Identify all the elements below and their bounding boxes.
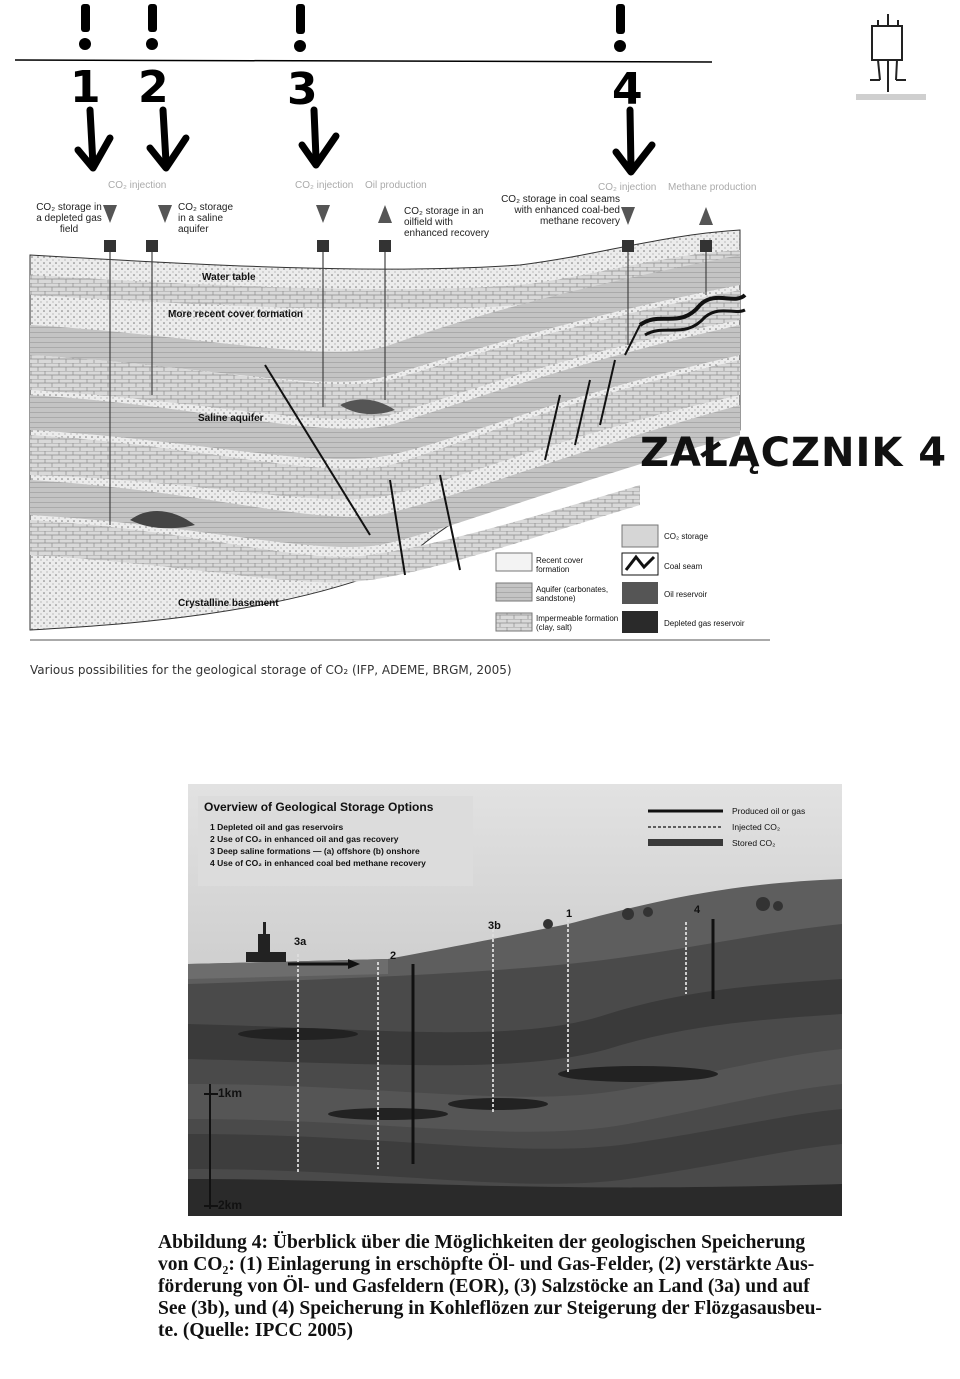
legend-aquifer: Aquifer (carbonates, sandstone) (536, 585, 609, 603)
site-label-4: 4 (694, 904, 701, 916)
depth-2km: 2km (218, 1198, 243, 1212)
caption-line: förderung von Öl- und Gasfeldern (EOR), (3) Salzstöcke an Land (3a) und auf (158, 1276, 810, 1297)
figure1-caption: Various possibilities for the geological storage of CO₂ (IFP, ADEME, BRGM, 2005) (30, 663, 512, 677)
oil-production-label: Oil production (365, 180, 427, 191)
storage-depleted-label: CO₂ storage in a depleted gas field (36, 202, 102, 235)
co2-injection-label-2: CO₂ injection (295, 180, 354, 191)
site-label-3b: 3b (488, 920, 501, 932)
hand-number-2: 2 (138, 62, 169, 113)
storage-saline-label: CO₂ storage in a saline aquifer (178, 202, 234, 235)
site-label-1: 1 (566, 908, 573, 920)
caption-line: von CO₂: (1) Einlagerung in erschöpfte Öl- und Gas-Felder, (2) verstärkte Aus- (158, 1254, 815, 1275)
legend-co2-storage: CO₂ storage (664, 532, 709, 541)
caption-line: te. (Quelle: IPCC 2005) (158, 1320, 353, 1341)
site-label-2: 2 (390, 950, 397, 962)
caption-line: See (3b), und (4) Speicherung in Kohleflözen zur Steigerung der Flözgasausbeu- (158, 1298, 822, 1319)
legend-recent-cover: Recent cover formation (536, 556, 584, 574)
legend-depleted-gas: Depleted gas reservoir (664, 619, 745, 628)
crystalline-basement-label: Crystalline basement (178, 598, 279, 609)
legend-oil-reservoir: Oil reservoir (664, 590, 708, 599)
overview-option-1: 1 Depleted oil and gas reservoirs (210, 822, 344, 832)
hand-number-1: 1 (70, 62, 101, 113)
storage-coal-label: CO₂ storage in coal seams with enhanced coal-bed methane recovery (501, 194, 620, 227)
saline-aquifer-label: Saline aquifer (198, 413, 264, 424)
legend-injected: Injected CO₂ (732, 822, 781, 832)
geological-cross-section (0, 195, 960, 645)
figure-caption (158, 1232, 878, 1342)
co2-injection-label-1: CO₂ injection (108, 180, 167, 191)
co2-injection-label-3: CO₂ injection (598, 182, 657, 193)
overview-option-3: 3 Deep saline formations — (a) offshore (b) onshore (210, 846, 420, 856)
overview-option-2: 2 Use of CO₂ in enhanced oil and gas recovery (210, 834, 399, 844)
legend-impermeable: Impermeable formation (clay, salt) (536, 614, 619, 632)
annex-title: ZAŁĄCZNIK 4 (640, 430, 948, 476)
overview-option-4: 4 Use of CO₂ in enhanced coal bed methane recovery (210, 858, 426, 868)
storage-oilfield-label: CO₂ storage in an oilfield with enhanced recovery (404, 206, 490, 239)
site-label-3a: 3a (294, 936, 307, 948)
caption-line: Abbildung 4: Überblick über die Möglichkeiten der geologischen Speicherung (158, 1232, 806, 1253)
overview-title: Overview of Geological Storage Options (204, 800, 434, 814)
legend-stored: Stored CO₂ (732, 838, 776, 848)
depth-1km: 1km (218, 1086, 243, 1100)
cover-formation-label: More recent cover formation (168, 309, 304, 320)
hand-number-4: 4 (612, 64, 643, 115)
methane-production-label: Methane production (668, 182, 757, 193)
hand-number-3: 3 (287, 64, 318, 115)
legend-coal-seam: Coal seam (664, 562, 703, 571)
legend-produced: Produced oil or gas (732, 806, 806, 816)
water-table-label: Water table (202, 272, 256, 283)
